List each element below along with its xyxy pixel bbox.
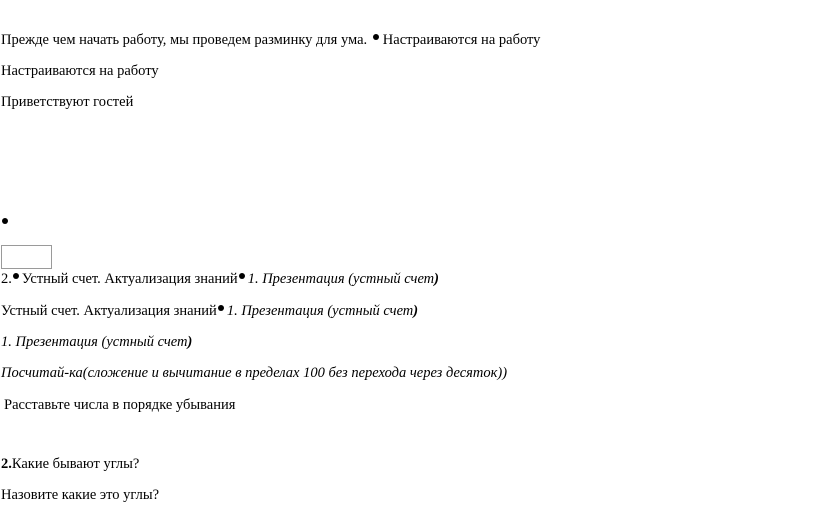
task-line [1, 364, 507, 382]
order-line [4, 396, 235, 414]
order-text: Расставьте числа в порядке убывания [4, 397, 236, 413]
intro-text: Прежде чем начать работу, мы проведем разминку для ума. [1, 32, 368, 48]
presentation-label-repeat: 1. Презентация (устный счет [226, 303, 414, 319]
presentation-text: 1. Презентация (устный счет [1, 334, 188, 350]
presentation-close: ) [434, 271, 440, 287]
section-title-repeat: Устный счет. Актуализация знаний [1, 303, 217, 319]
empty-text-box [1, 245, 52, 269]
presentation-text-close: ) [187, 334, 193, 350]
angles-question: Какие бывают углы? [11, 456, 140, 472]
section2-heading-line [1, 270, 439, 288]
name-angles-line: Назовите какие это углы? [1, 487, 160, 503]
section2-repeat-line [1, 302, 418, 320]
tuning-line: Настраиваются на работу [1, 63, 159, 79]
section-title: Устный счет. Актуализация знаний [21, 271, 238, 287]
angles-number: 2. [1, 456, 12, 472]
presentation-line [1, 333, 192, 351]
bullet-icon [2, 218, 8, 224]
bullet-icon [239, 273, 245, 279]
intro-bullet-text: Настраиваются на работу [382, 32, 541, 48]
bullet-icon [13, 273, 19, 279]
greeting-line: Приветствуют гостей [1, 94, 134, 110]
intro-line [1, 31, 540, 49]
presentation-close-repeat: ) [413, 303, 419, 319]
bullet-icon [373, 34, 379, 40]
bullet-icon [218, 305, 224, 311]
angles-line [1, 455, 139, 473]
task-text: Посчитай-ка(сложение и вычитание в пределах 100 без перехода через десяток)) [1, 365, 508, 381]
section-number: 2. [1, 271, 12, 287]
presentation-label: 1. Презентация (устный счет [247, 271, 435, 287]
